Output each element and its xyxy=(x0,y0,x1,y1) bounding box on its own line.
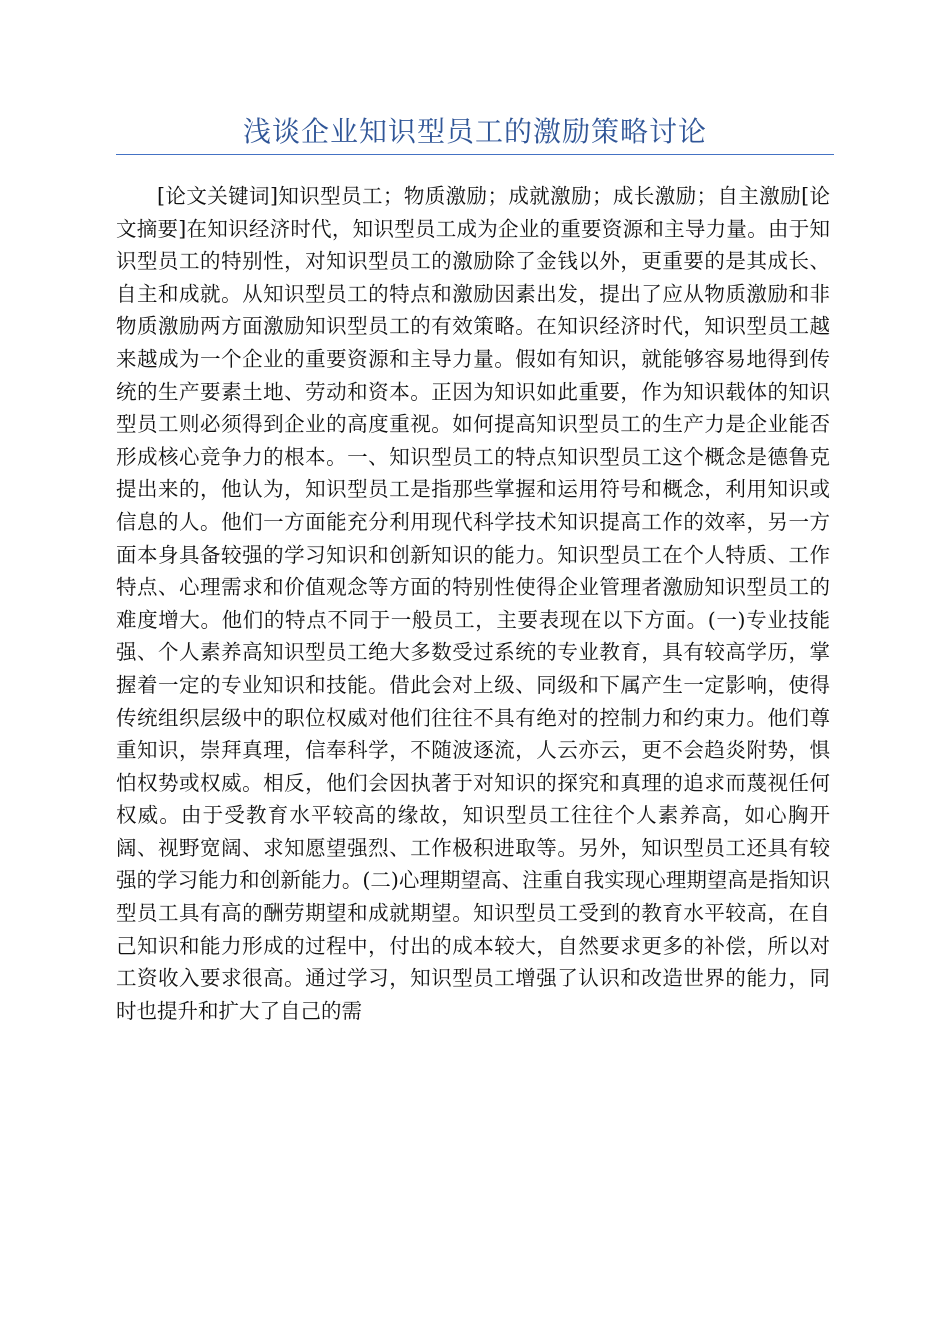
body-paragraph: [论文关键词]知识型员工；物质激励；成就激励；成长激励；自主激励[论文摘要]在知识经济时代，知识型员工成为企业的重要资源和主导力量。由于知识型员工的特别性，对知识型员工的激励除了金钱以外，更重要的是其成长、自主和成就。从知识型员工的特点和激励因素出发，提出了应从物质激励和非物质激励两方面激励知识型员工的有效策略。在知识经济时代，知识型员工越来越成为一个企业的重要资源和主导力量。假如有知识，就能够容易地得到传统的生产要素土地、劳动和资本。正因为知识如此重要，作为知识载体的知识型员工则必须得到企业的高度重视。如何提高知识型员工的生产力是企业能否形成核心竞争力的根本。一、知识型员工的特点知识型员工这个概念是德鲁克提出来的，他认为，知识型员工是指那些掌握和运用符号和概念，利用知识或信息的人。他们一方面能充分利用现代科学技术知识提高工作的效率，另一方面本身具备较强的学习知识和创新知识的能力。知识型员工在个人特质、工作特点、心理需求和价值观念等方面的特别性使得企业管理者激励知识型员工的难度增大。他们的特点不同于一般员工，主要表现在以下方面。(一)专业技能强、个人素养高知识型员工绝大多数受过系统的专业教育，具有较高学历，掌握着一定的专业知识和技能。借此会对上级、同级和下属产生一定影响，使得传统组织层级中的职位权威对他们往往不具有绝对的控制力和约束力。他们尊重知识，崇拜真理，信奉科学，不随波逐流，人云亦云，更不会趋炎附势，惧怕权势或权威。相反，他们会因执著于对知识的探究和真理的追求而蔑视任何权威。由于受教育水平较高的缘故，知识型员工往往个人素养高，如心胸开阔、视野宽阔、求知愿望强烈、工作极积进取等。另外，知识型员工还具有较强的学习能力和创新能力。(二)心理期望高、注重自我实现心理期望高是指知识型员工具有高的酬劳期望和成就期望。知识型员工受到的教育水平较高，在自己知识和能力形成的过程中，付出的成本较大，自然要求更多的补偿，所以对工资收入要求很高。通过学习，知识型员工增强了认识和改造世界的能力，同时也提升和扩大了自己的需 xyxy=(116,184,830,1023)
page-title: 浅谈企业知识型员工的激励策略讨论 xyxy=(242,115,707,148)
title-underline-divider xyxy=(116,154,834,155)
